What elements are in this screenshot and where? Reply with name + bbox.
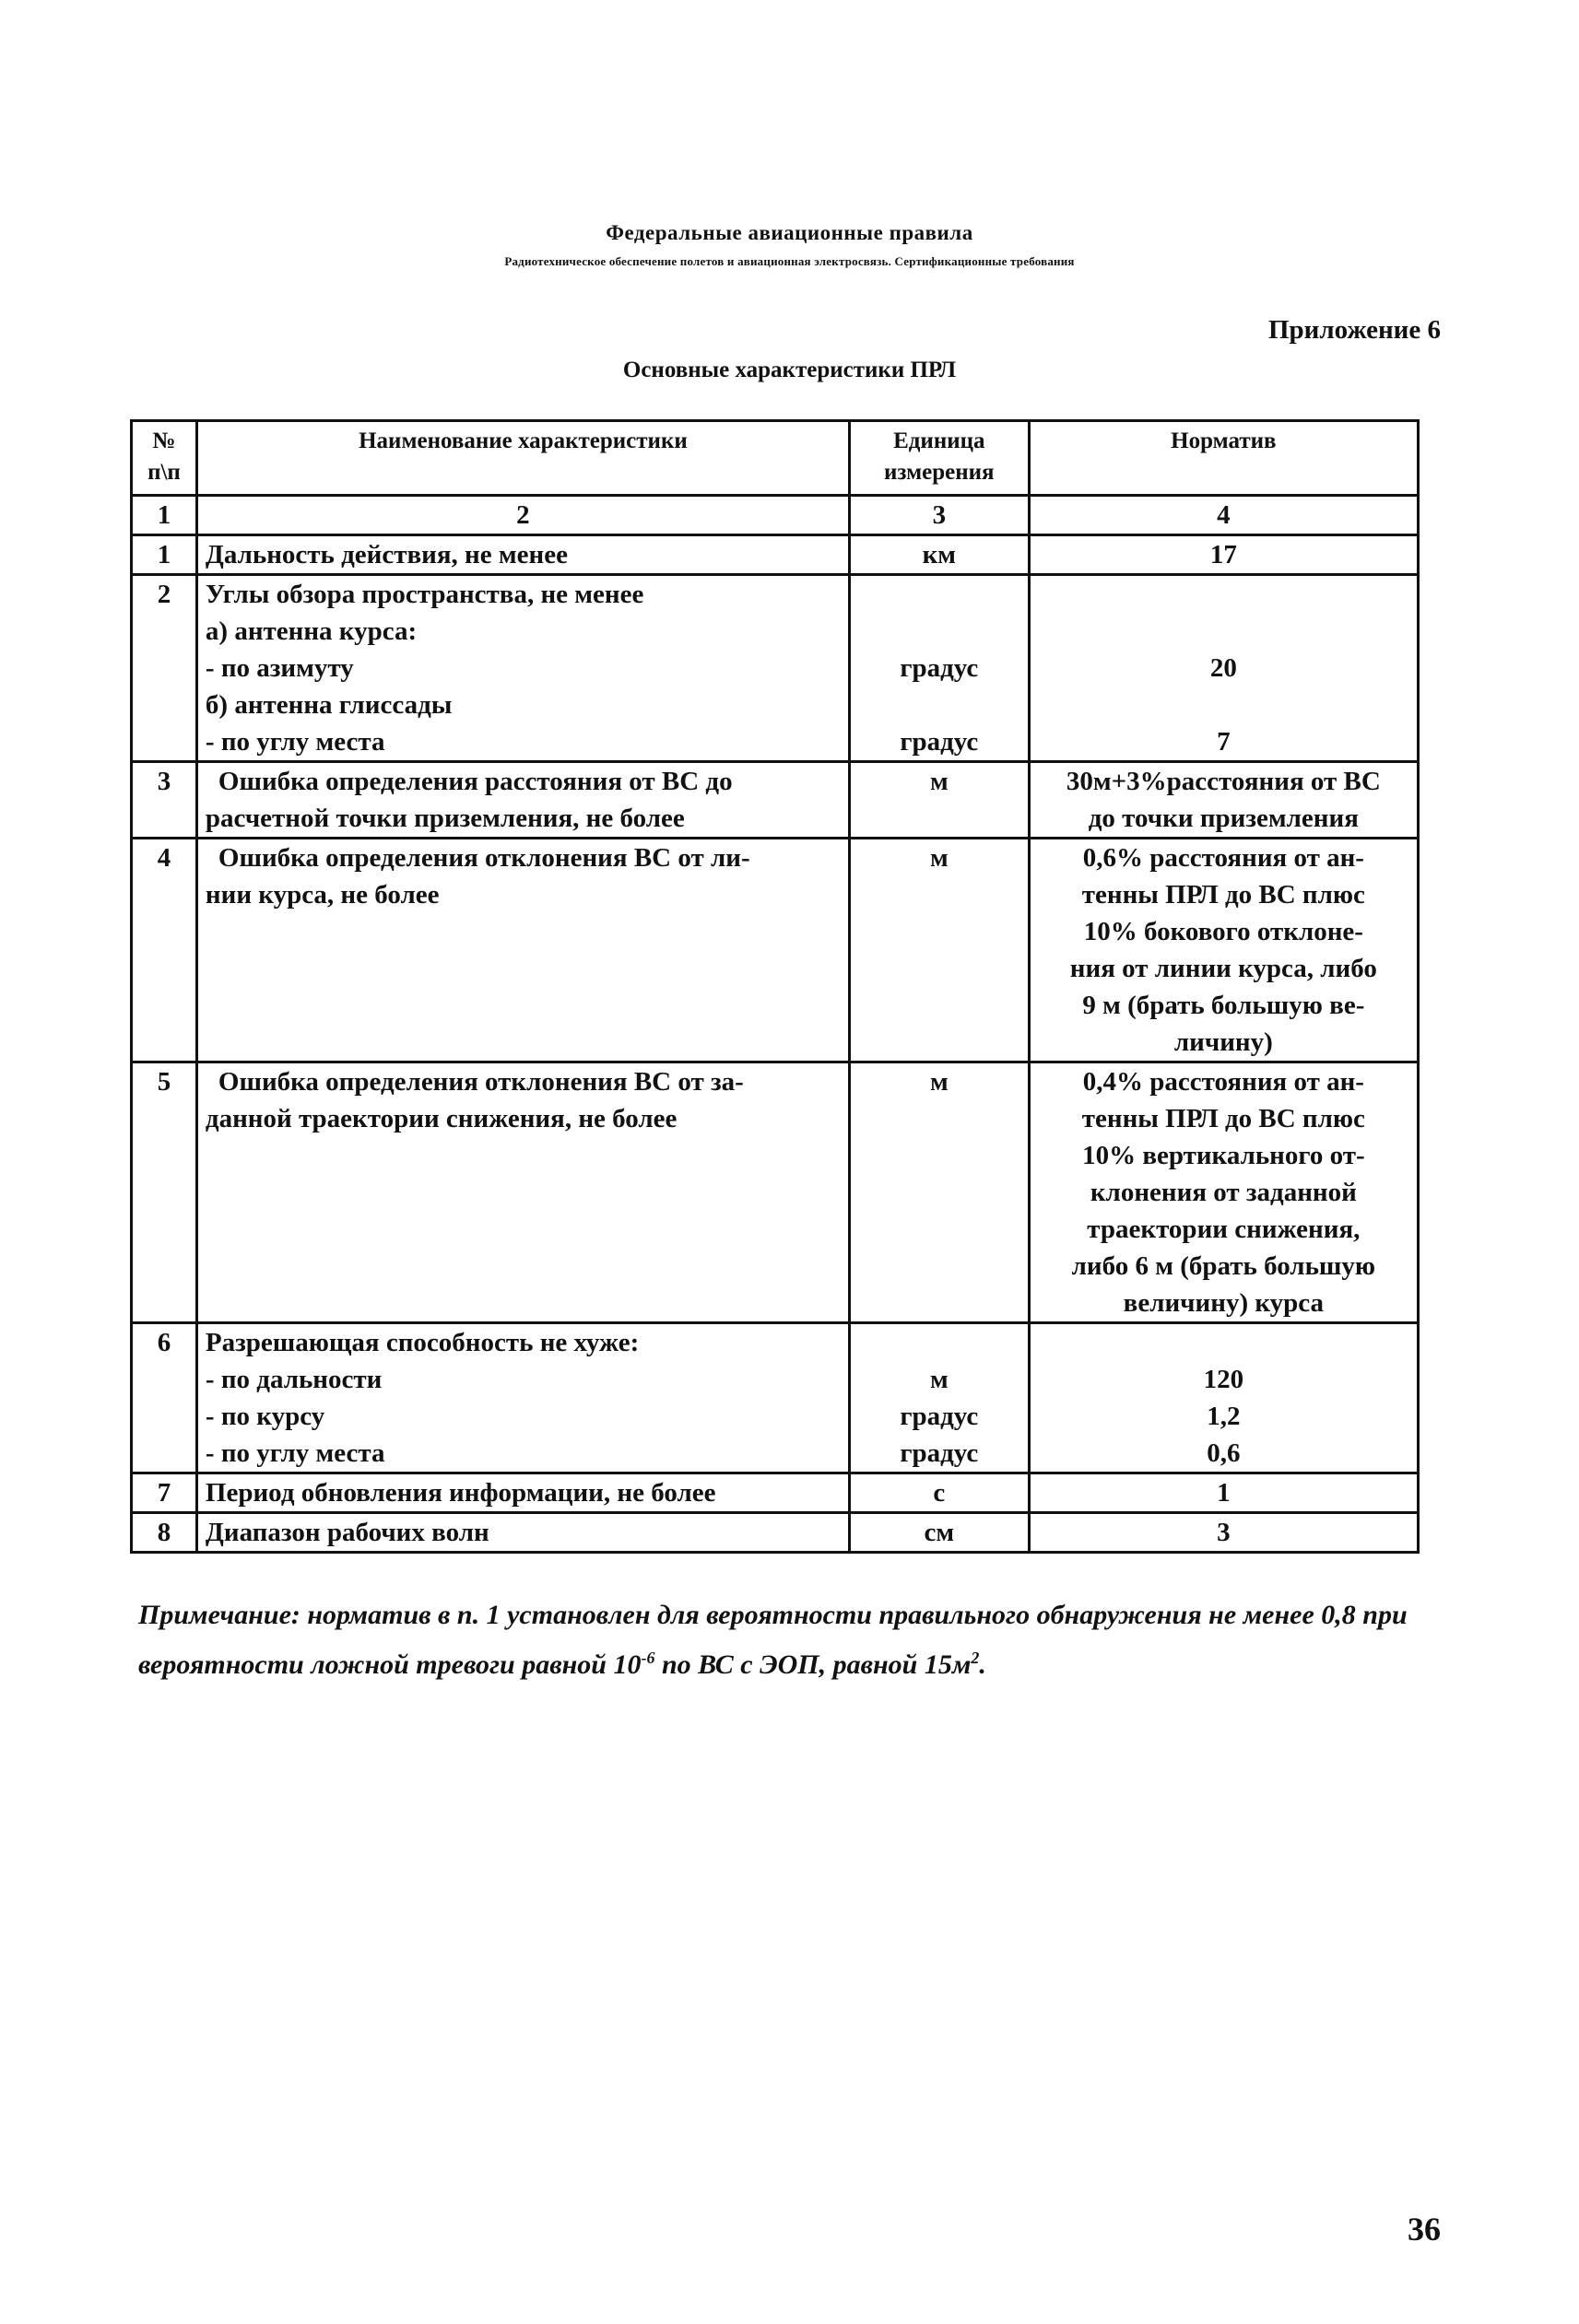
row-unit [849,762,1029,839]
row-norm-line: 1 [1217,1478,1231,1508]
row-name-line: данной траектории снижения, не более [205,1104,678,1133]
row-norm-line: 7 [1217,727,1231,757]
table-note [138,1594,1443,1686]
row-name [196,575,849,762]
row-unit-line: градус [900,1402,979,1431]
row-norm [1029,1473,1418,1513]
row-unit-line: м [929,767,949,796]
header-norm: Норматив [1029,421,1418,496]
note-text-3: . [979,1649,986,1680]
document-header-subtitle: Радиотехническое обеспечение полетов и авиационная электросвязь. Сертификационные требования [504,254,1075,268]
row-norm-blank [1038,613,1409,650]
row-number: 6 [132,1323,197,1473]
row-norm-line: величину) курса [1123,1288,1325,1318]
row-unit [849,1062,1029,1323]
row-norm [1029,762,1418,839]
row-name-line: Ошибка определения отклонения ВС от ли- [218,843,750,873]
row-unit [849,535,1029,575]
row-unit-blank [858,687,1020,723]
column-number-1: 1 [132,496,197,535]
note-exponent-2: 2 [971,1649,980,1667]
row-name [196,1473,849,1513]
row-name [196,762,849,839]
row-norm-blank [1038,576,1409,613]
row-norm-line: 0,6 [1207,1438,1241,1468]
row-norm-line: 9 м (брать большую ве- [1082,991,1365,1020]
row-unit-line: м [929,1067,949,1097]
row-unit [849,575,1029,762]
row-norm-line: ния от линии курса, либо [1069,954,1377,983]
table-row [132,535,1419,575]
header-unit [849,421,1029,496]
row-norm-blank [1038,1324,1409,1361]
row-norm-line: до точки приземления [1088,804,1359,833]
row-norm-line: либо 6 м (брать большую [1071,1251,1376,1281]
row-unit-blank [858,576,1020,613]
header-unit-line-1: Единица [893,428,985,453]
table-row [132,1513,1419,1553]
table-row [132,839,1419,1062]
row-unit-blank [858,1324,1020,1361]
row-norm-line: 10% бокового отклоне- [1083,917,1363,946]
row-norm [1029,575,1418,762]
table-header-row [132,421,1419,496]
row-unit-blank [858,613,1020,650]
header-unit-line-2: измерения [884,460,995,485]
row-norm [1029,535,1418,575]
table-row [132,762,1419,839]
row-norm [1029,1062,1418,1323]
row-name-line: - по дальности [205,1365,383,1394]
appendix-label: Приложение 6 [1268,315,1441,345]
row-norm [1029,839,1418,1062]
header-num-line-2: п\п [147,460,181,485]
row-name-line: Диапазон рабочих волн [205,1518,489,1547]
row-norm-line: 1,2 [1207,1402,1241,1431]
row-name-line: Углы обзора пространства, не менее [205,580,644,609]
row-norm-line: тенны ПРЛ до ВС плюс [1081,1104,1365,1133]
column-number-2: 2 [196,496,849,535]
row-unit-line: с [933,1478,946,1508]
column-number-4: 4 [1029,496,1418,535]
row-name [196,535,849,575]
row-norm-line: 30м+3%расстояния от ВС [1066,767,1381,796]
row-norm [1029,1323,1418,1473]
row-unit-line: км [922,540,957,569]
table-title: Основные характеристики ПРЛ [622,358,957,382]
table-row [132,575,1419,762]
row-number: 2 [132,575,197,762]
row-norm-line: траектории снижения, [1087,1215,1361,1244]
row-number: 4 [132,839,197,1062]
row-unit-line: м [929,843,949,873]
row-norm-line: 120 [1203,1365,1244,1394]
note-text-2: по ВС с ЭОП, равной 15м [654,1649,972,1680]
row-unit [849,1473,1029,1513]
row-name [196,1513,849,1553]
characteristics-table [130,419,1420,1554]
row-name-line: - по курсу [205,1402,325,1431]
row-unit-line: градус [900,727,979,757]
row-name-line: расчетной точки приземления, не более [205,804,685,833]
row-name-line: Ошибка определения отклонения ВС от за- [218,1067,744,1097]
row-norm-line: 17 [1209,540,1237,569]
row-norm-line: 0,4% расстояния от ан- [1082,1067,1364,1097]
row-norm-blank [1038,687,1409,723]
row-name [196,1323,849,1473]
row-name-line: Дальность действия, не менее [205,540,568,569]
row-name-line: б) антенна глиссады [205,690,453,720]
table-row [132,1323,1419,1473]
note-text-1: норматив в п. 1 установлен для вероятности правильного обнаружения не менее 0,8 при вероятности ложной тревоги равной 10 [138,1600,1408,1680]
row-name-line: Разрешающая способность не хуже: [205,1328,640,1357]
row-name-line: нии курса, не более [205,880,440,910]
column-number-row [132,496,1419,535]
row-name-line: Ошибка определения расстояния от ВС до [218,767,733,796]
note-label: Примечание: [138,1600,300,1630]
row-name-line: Период обновления информации, не более [205,1478,716,1508]
page-number: 36 [1408,2211,1441,2248]
row-name [196,839,849,1062]
row-unit-line: градус [900,1438,979,1468]
row-unit [849,1323,1029,1473]
row-norm-line: клонения от заданной [1090,1178,1357,1207]
row-unit [849,839,1029,1062]
row-number: 3 [132,762,197,839]
row-number: 7 [132,1473,197,1513]
row-unit-line: м [929,1365,949,1394]
row-norm [1029,1513,1418,1553]
row-name-line: - по углу места [205,727,385,757]
row-name-line: - по углу места [205,1438,385,1468]
row-norm-line: 0,6% расстояния от ан- [1082,843,1364,873]
header-num [132,421,197,496]
row-unit [849,1513,1029,1553]
row-unit-line: см [924,1518,955,1547]
table-row [132,1062,1419,1323]
header-num-line-1: № [152,428,176,453]
document-header-title: Федеральные авиационные правила [606,221,973,244]
row-name-line: а) антенна курса: [205,616,418,646]
row-norm-line: тенны ПРЛ до ВС плюс [1081,880,1365,910]
note-exponent-1: -6 [641,1649,655,1667]
row-norm-line: личину) [1173,1027,1273,1057]
row-name [196,1062,849,1323]
header-name: Наименование характеристики [196,421,849,496]
row-number: 8 [132,1513,197,1553]
table-row [132,1473,1419,1513]
row-number: 1 [132,535,197,575]
row-norm-line: 20 [1209,653,1237,683]
row-norm-line: 3 [1217,1518,1231,1547]
column-number-3: 3 [849,496,1029,535]
row-name-line: - по азимуту [205,653,354,683]
row-norm-line: 10% вертикального от- [1082,1141,1365,1170]
row-unit-line: градус [900,653,979,683]
row-number: 5 [132,1062,197,1323]
